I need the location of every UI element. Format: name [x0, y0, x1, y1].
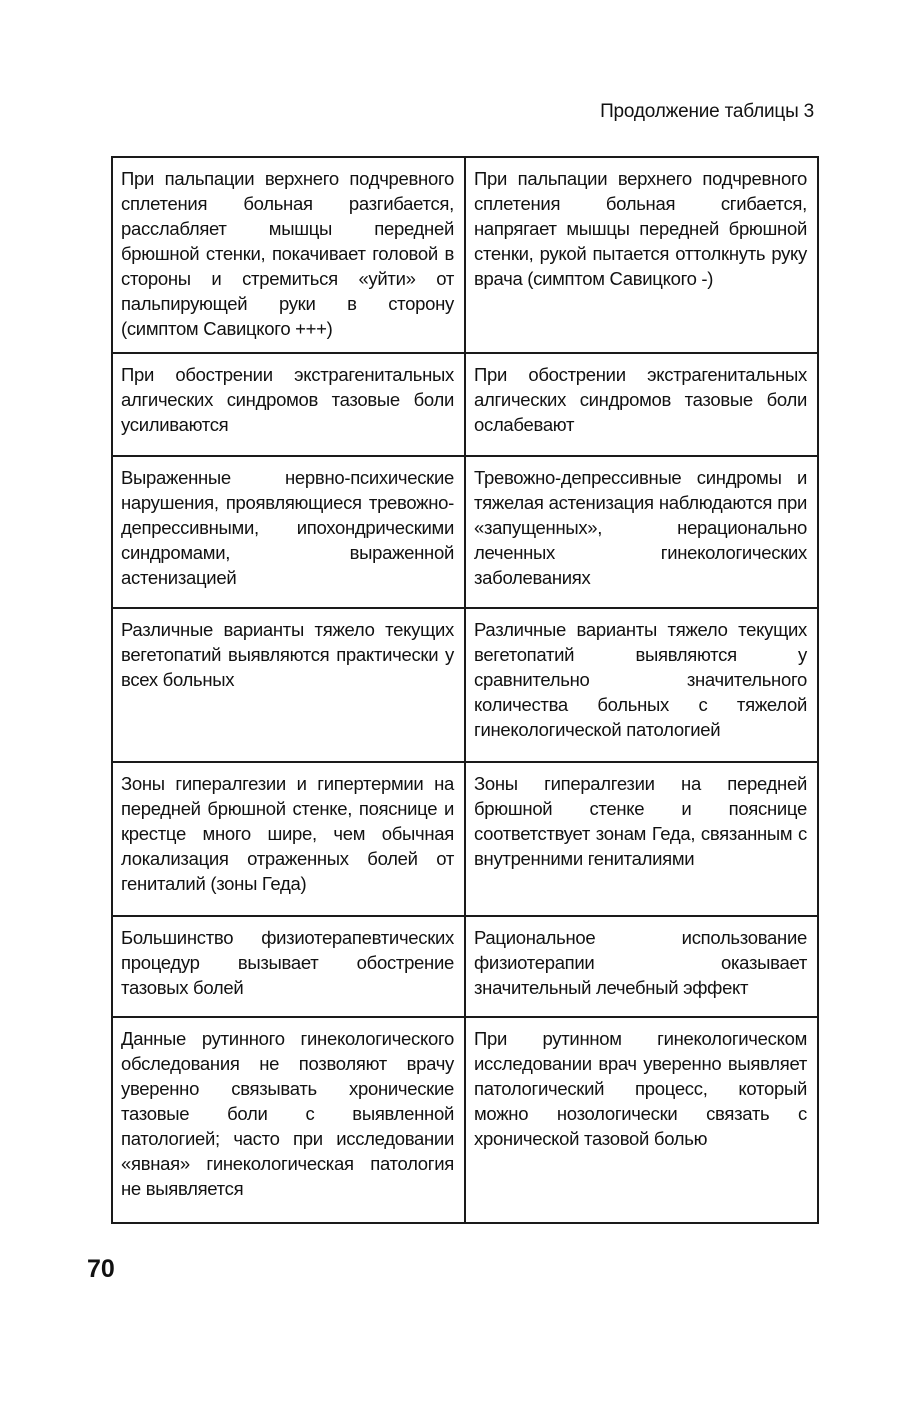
table-row — [112, 353, 818, 456]
comparison-table — [111, 156, 819, 1224]
table-cell-right: При рутинном гинекологическом исследовании врач уверенно выявляет патологический процесс, который можно нозологически связать с хронической тазовой болью — [465, 1017, 818, 1223]
table-row — [112, 916, 818, 1017]
table-continuation-caption: Продолжение таблицы 3 — [600, 101, 814, 122]
table-row — [112, 608, 818, 762]
page-number: 70 — [87, 1255, 115, 1283]
table-cell-left: Выраженные нервно-психические нарушения, проявляющиеся тревожно-депрессивными, ипохондрическими синдромами, выраженной астенизацией — [112, 456, 465, 608]
table-cell-right: Тревожно-депрессивные синдромы и тяжелая астенизация наблюдаются при «запущенных», нерационально леченных гинекологических заболеваниях — [465, 456, 818, 608]
table-cell-right: Рациональное использование физиотерапии оказывает значительный лечебный эффект — [465, 916, 818, 1017]
table-row — [112, 1017, 818, 1223]
table-cell-left: Различные варианты тяжело текущих вегетопатий выявляются практически у всех больных — [112, 608, 465, 762]
table-row — [112, 157, 818, 353]
table-cell-right: При пальпации верхнего подчревного сплетения больная сгибается, напрягает мышцы передней брюшной стенки, рукой пытается оттолкнуть руку врача (симптом Савицкого -) — [465, 157, 818, 353]
table-cell-left: Данные рутинного гинекологического обследования не позволяют врачу уверенно связывать хронические тазовые боли с выявленной патологией; часто при исследовании «явная» гинекологическая патология не выявляется — [112, 1017, 465, 1223]
table-row — [112, 456, 818, 608]
table-cell-left: При обострении экстрагенитальных алгических синдромов тазовые боли усиливаются — [112, 353, 465, 456]
table-cell-right: Различные варианты тяжело текущих вегетопатий выявляются у сравнительно значительного количества больных с тяжелой гинекологической патологией — [465, 608, 818, 762]
table-cell-left: При пальпации верхнего подчревного сплетения больная разгибается, расслабляет мышцы передней брюшной стенки, покачивает головой в стороны и стремиться «уйти» от пальпирующей руки в сторону (симптом Савицкого +++) — [112, 157, 465, 353]
table-cell-right: При обострении экстрагенитальных алгических синдромов тазовые боли ослабевают — [465, 353, 818, 456]
table-cell-left: Зоны гипералгезии и гипертермии на передней брюшной стенке, пояснице и крестце много шире, чем обычная локализация отраженных болей от гениталий (зоны Геда) — [112, 762, 465, 916]
table-cell-right: Зоны гипералгезии на передней брюшной стенке и пояснице соответствует зонам Геда, связанным с внутренними гениталиями — [465, 762, 818, 916]
table-row — [112, 762, 818, 916]
table-cell-left: Большинство физиотерапевтических процедур вызывает обострение тазовых болей — [112, 916, 465, 1017]
